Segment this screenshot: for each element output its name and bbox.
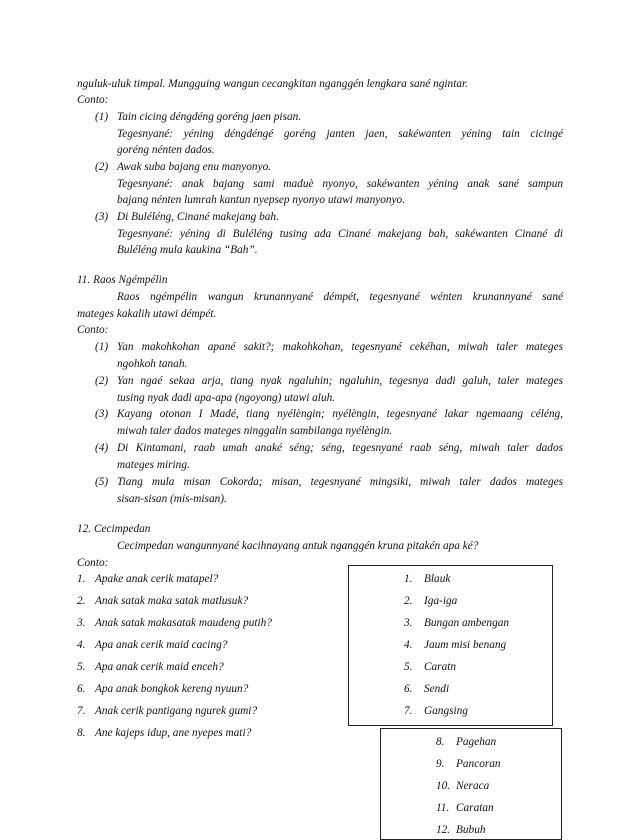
list-number: (2) [95,161,109,173]
answer-number: 4. [404,639,413,651]
section-heading: 11. Raos Ngémpélin [77,274,168,286]
example-line: Kayang otonan I Madé, tiang nyélèngin; nyélèngin, tegesnyané lakar ngemaang céléng, [117,408,563,420]
answer-text: Caratn [424,661,457,673]
answer-number: 1. [404,573,413,585]
example-sentence: Di Buléléng, Cinané makejang bah. [117,211,279,223]
example-line: miwah taler dados mateges ninggalin sambilanga nyélèngin. [117,425,393,437]
answer-text: Jaum misi benang [424,639,507,651]
meaning-line: Tegesnyané: yéning déngdéngé goréng janten jaen, sakéwanten yéning tain cicingé [117,128,563,140]
answer-number: 11. [436,802,450,814]
answer-box-1 [348,565,553,726]
riddle-question: Anak satak makasatak maudeng putih? [95,617,272,629]
riddle-question: Ane kajeps idup, ane nyepes mati? [95,727,252,739]
example-line: mateges miring. [117,459,190,471]
question-number: 2. [77,595,86,607]
answer-box-2 [380,728,562,840]
meaning-line: Tegesnyané: yéning di Buléléng tusing ada Cinané makejang bah, sakéwanten Cinané di [117,228,563,240]
question-number: 6. [77,683,86,695]
riddle-question: Apa anak cerik maid cacing? [95,639,228,651]
answer-number: 12. [436,824,451,836]
answer-text: Bubuh [456,824,486,836]
answer-number: 6. [404,683,413,695]
paragraph-line: Cecimpedan wangunnyané kacihnayang antuk nganggén kruna pitakén apa ké? [117,540,479,552]
question-number: 7. [77,705,86,717]
answer-text: Caratan [456,802,494,814]
example-line: Tiang mula misan Cokorda; misan, tegesnyané mingsiki, miwah taler dados mateges [117,476,563,488]
question-number: 5. [77,661,86,673]
meaning-line: Tegesnyané: anak bajang sami maduè nyonyo, sakéwanten yéning anak sané sampun [117,178,563,190]
list-number: (3) [95,211,109,223]
answer-number: 8. [436,736,445,748]
example-line: Yan makohkohan apané sakit?; makohkohan, tegesnyané cekéhan, miwah taler mateges [117,341,563,353]
riddle-question: Apake anak cerik matapel? [95,573,219,585]
question-number: 4. [77,639,86,651]
meaning-line: bajang nénten lumrah kantun nyepsep nyonyo utawi manyonyo. [117,194,406,206]
paragraph-line: Raos ngémpélin wangun krunannyané démpét, tegesnyané wénten krunannyané sané [117,291,563,303]
meaning-line: goréng nénten dados. [117,144,215,156]
riddle-question: Anak satak maka satak matlusuk? [95,595,249,607]
answer-number: 5. [404,661,413,673]
example-line: sisan-sisan (mis-misan). [117,493,227,505]
conto-label: Conto: [77,324,109,336]
answer-text: Pagehan [456,736,497,748]
answer-number: 2. [404,595,413,607]
example-sentence: Awak suba bajang enu manyonyo. [117,161,272,173]
question-number: 1. [77,573,86,585]
conto-label: Conto: [77,557,109,569]
answer-text: Sendi [424,683,450,695]
example-line: Yan ngaé sekaa arja, tiang nyak ngaluhin; ngaluhin, tegesnya dadi galuh, taler mateges [117,375,563,387]
answer-text: Iga-iga [424,595,458,607]
intro-line: nguluk-uluk timpal. Mungguing wangun cecangkitan nganggén lengkara sané ngintar. [77,78,468,90]
section-heading: 12. Cecimpedan [77,523,151,535]
list-number: (4) [95,442,109,454]
question-number: 8. [77,727,86,739]
list-number: (1) [95,341,109,353]
example-sentence: Tain cicing déngdéng goréng jaen pisan. [117,111,302,123]
answer-number: 10. [436,780,451,792]
answer-text: Gangsing [424,705,468,717]
answer-number: 7. [404,705,413,717]
answer-text: Pancoran [456,758,501,770]
list-number: (2) [95,375,109,387]
example-line: tusing nyak dadi apa-apa (ngoyong) utawi aluh. [117,392,336,404]
list-number: (5) [95,476,109,488]
example-line: ngohkoh tanah. [117,358,188,370]
answer-number: 3. [404,617,413,629]
list-number: (3) [95,408,109,420]
question-number: 3. [77,617,86,629]
list-number: (1) [95,111,109,123]
riddle-question: Apa anak cerik maid enceh? [95,661,224,673]
conto-label: Conto: [77,94,109,106]
meaning-line: Buléléng mula kaukina “Bah”. [117,244,258,256]
riddle-question: Anak cerik pantigang ngurek gumi? [95,705,258,717]
paragraph-line: mateges kakalih utawi démpét. [77,308,217,320]
riddle-question: Apa anak bongkok kereng nyuun? [95,683,249,695]
answer-text: Bungan ambengan [424,617,510,629]
answer-text: Neraca [456,780,490,792]
answer-text: Blauk [424,573,451,585]
answer-number: 9. [436,758,445,770]
example-line: Di Kintamani, raab umah anaké séng; séng, tegesnyané raab séng, miwah taler dados [117,442,563,454]
